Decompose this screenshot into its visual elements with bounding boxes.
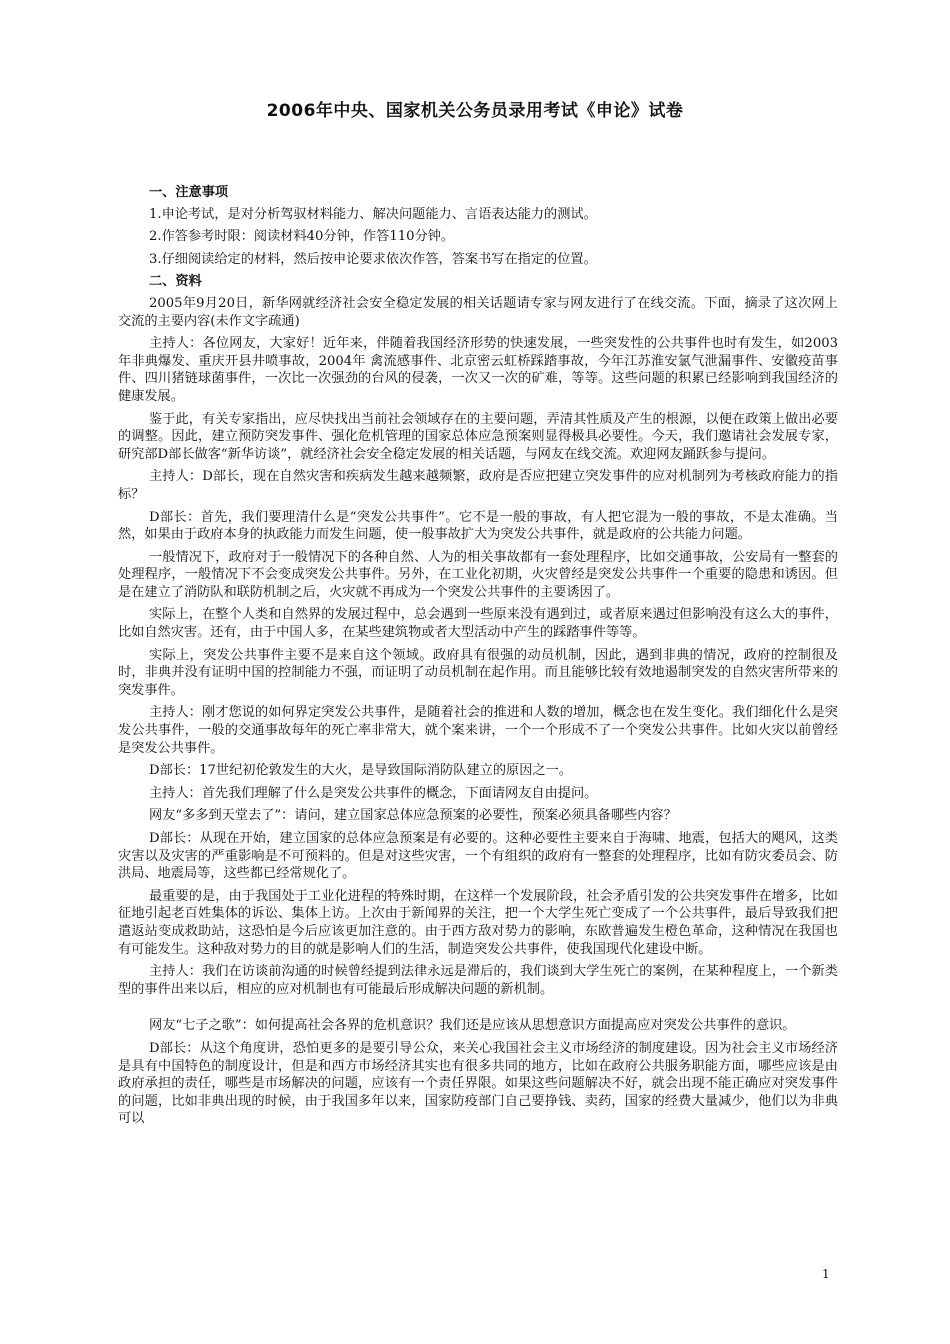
paragraph: 一般情况下，政府对于一般情况下的各种自然、人为的相关事故都有一套处理程序，比如交通事故，公安局有一整套的处理程序，一般情况下不会变成突发公共事件。另外，在工业化初期，火灾曾经是突发公共事件一个重要的隐患和诱因。但是在建立了消防队和联防机制之后，火灾就不再成为一个突发公共事件的主要诱因了。 xyxy=(118,549,838,600)
notes-item-2: 2.作答参考时限：阅读材料40分钟，作答110分钟。 xyxy=(149,229,455,245)
paragraph: 实际上，突发公共事件主要不是来自这个领域。政府具有很强的动员机制，因此，遇到非典的情况，政府的控制很及时，非典并没有证明中国的控制能力不强，而证明了动员机制在起作用。而且能够比较有效地遏制突发的自然灾害所带来的突发事件。 xyxy=(118,647,838,698)
notes-item-1: 1.申论考试，是对分析驾驭材料能力、解决问题能力、言语表达能力的测试。 xyxy=(149,206,597,222)
paragraph: 主持人：D部长，现在自然灾害和疾病发生越来越频繁，政府是否应把建立突发事件的应对机制列为考核政府能力的指标？ xyxy=(118,469,838,502)
paragraph: 网友“多多到天堂去了”：请问，建立国家总体应急预案的必要性，预案必须具备哪些内容？ xyxy=(149,808,677,824)
section-heading-notes: 一、注意事项 xyxy=(149,185,229,200)
paragraph: 鉴于此，有关专家指出，应尽快找出当前社会领域存在的主要问题，弄清其性质及产生的根源，以便在政策上做出必要的调整。因此，建立预防突发事件、强化危机管理的国家总体应急预案则显得极具必要性。今天，我们邀请社会发展专家，研究部D部长做客“新华访谈”，就经济社会安全稳定发展的相关话题，与网友在线交流。欢迎网友踊跃参与提问。 xyxy=(118,411,838,462)
document-title: 2006年中央、国家机关公务员录用考试《申论》试卷 xyxy=(266,101,684,121)
paragraph: 最重要的是，由于我国处于工业化进程的特殊时期，在这样一个发展阶段，社会矛盾引发的公共突发事件在增多，比如征地引起老百姓集体的诉讼、集体上访。上次由于新闻界的关注，把一个大学生死亡变成了一个公共事件，最后导致我们把遣返站变成救助站，这恐怕是今后应该更加注意的。由于西方敌对势力的影响，东欧普遍发生橙色革命，这种情况在我国也有可能发生。这种敌对势力的目的就是影响人们的生活，制造突发公共事件，使我国现代化建设中断。 xyxy=(118,888,838,957)
paragraph: 实际上，在整个人类和自然界的发展过程中，总会遇到一些原来没有遇到过，或者原来遇过但影响没有这么大的事件，比如自然灾害。还有，由于中国人多，在某些建筑物或者大型活动中产生的踩踏事件等等。 xyxy=(118,607,838,641)
paragraph: D部长：从现在开始，建立国家的总体应急预案是有必要的。这种必要性主要来自于海啸、地震，包括大的飓风，这类灾害以及灾害的严重影响是不可预料的。但是对这些灾害，一个有组织的政府有一整套的处理程序，比如有防灾委员会、防洪局、地震局等，这些都已经常规化了。 xyxy=(118,831,838,882)
section-heading-material: 二、资料 xyxy=(149,274,202,290)
paragraph: D部长：17世纪初伦敦发生的大火，是导致国际消防队建立的原因之一。 xyxy=(149,763,572,779)
paragraph: D部长：从这个角度讲，恐怕更多的是要引导公众，来关心我国社会主义市场经济的制度建设。因为社会主义市场经济是具有中国特色的制度设计，但是和西方市场经济其实也有很多共同的地方，比如在政府公共服务职能方面，哪些应该是由政府承担的责任，哪些是市场解决的问题，应该有一个责任界限。如果这些问题解决不好，就会出现不能正确应对突发事件的问题，比如非典出现的时候，由于我国多年以来，国家防疫部门自己要挣钱、卖药，国家的经费大量减少，他们以为非典可以 xyxy=(118,1040,838,1127)
paragraph-gap xyxy=(118,1003,838,1017)
paragraph: 主持人：我们在访谈前沟通的时候曾经提到法律永远是滞后的，我们谈到大学生死亡的案例，在某种程度上，一个新类型的事件出来以后，相应的应对机制也有可能最后形成解决问题的新机制。 xyxy=(118,964,838,997)
paragraph: 2005年9月20日，新华网就经济社会安全稳定发展的相关话题请专家与网友进行了在线交流。下面，摘录了这次网上交流的主要内容(未作文字疏通) xyxy=(118,295,838,329)
paragraph: 主持人：各位网友，大家好！近年来，伴随着我国经济形势的快速发展，一些突发性的公共事件也时有发生，如2003年非典爆发、重庆开县井喷事故，2004年 禽流感事件、北京密云虹桥踩踏事故，今年江苏淮安氯气泄漏事件、安徽疫苗事件、四川猪链球菌事件，一次比一次强劲的台风的侵袭，一次又一次的矿难，等等。这些问题的积累已经影响到我国经济的健康发展。 xyxy=(118,336,838,404)
paragraph: D部长：首先，我们要理清什么是“突发公共事件”。它不是一般的事故，有人把它混为一般的事故，不是太准确。当然，如果由于政府本身的执政能力而发生问题，使一般事故扩大为突发公共事件，就是政府的公共能力问题。 xyxy=(118,509,838,543)
paragraph: 主持人：刚才您说的如何界定突发公共事件，是随着社会的推进和人数的增加，概念也在发生变化。我们细化什么是突发公共事件，一般的交通事故每年的死亡率非常大，就个案来讲，一个一个形成不了一个突发公共事件。比如火灾以前曾经是突发公共事件。 xyxy=(118,705,838,756)
paragraph: 主持人：首先我们理解了什么是突发公共事件的概念，下面请网友自由提问。 xyxy=(149,785,598,801)
notes-item-3: 3.仔细阅读给定的材料，然后按申论要求依次作答，答案书写在指定的位置。 xyxy=(149,251,597,267)
page-number: 1 xyxy=(822,1267,830,1281)
document-body xyxy=(118,184,838,1133)
paragraph: 网友“七子之歌”：如何提高社会各界的危机意识？我们还是应该从思想意识方面提高应对突发公共事件的意识。 xyxy=(149,1018,796,1034)
